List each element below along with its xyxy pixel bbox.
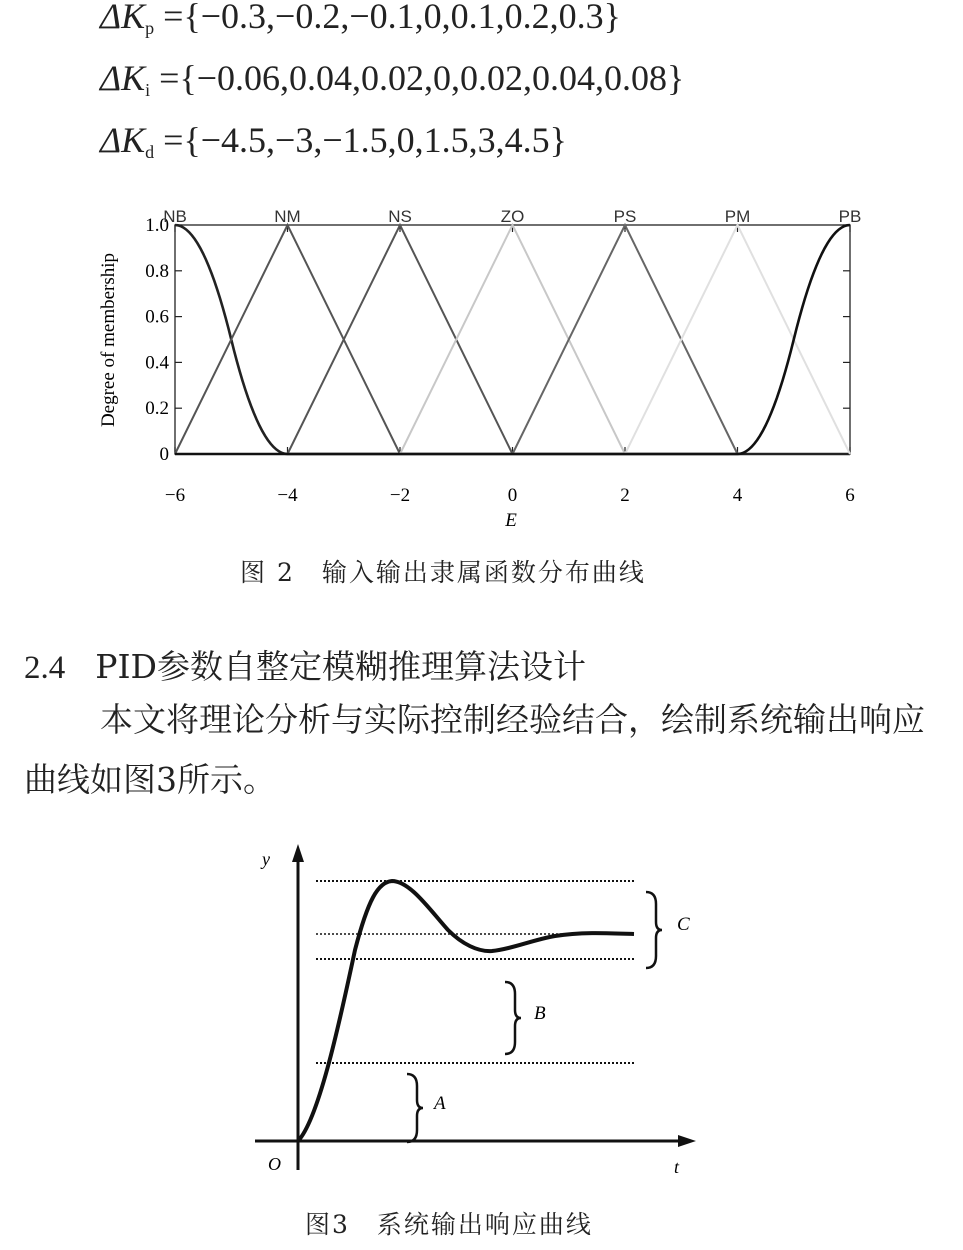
series-nb [175,225,850,454]
region-label-a: A [434,1093,446,1114]
series-pm [625,225,850,454]
equation-kd [100,120,567,172]
region-label-b: B [534,1003,546,1024]
equation-subscript: d [145,142,155,162]
membership-chart [0,190,963,540]
x-axis-arrow [678,1135,696,1147]
paragraph-text: 本文将理论分析与实际控制经验结合，绘制系统输出响应曲线如图3所示。 [24,700,925,799]
equation-symbol: ΔK [100,0,146,36]
response-diagram [0,830,963,1200]
x-tick-label: −4 [277,485,298,506]
region-label-c: C [677,914,690,935]
x-tick-label: −2 [389,485,411,506]
equation-symbol: ΔK [100,120,146,160]
series-ps [513,225,738,454]
x-tick-label: 4 [732,485,743,506]
equation-set: ={−4.5,−3,−1.5,0,1.5,3,4.5} [163,120,567,160]
equation-ki [100,58,684,110]
brace-c [646,892,662,968]
y-tick-label: 0.2 [145,398,169,420]
equation-set: ={−0.3,−0.2,−0.1,0,0.1,0.2,0.3} [163,0,621,36]
series-label-ns: NS [388,207,412,226]
series-label-pm: PM [724,207,751,226]
series-nm [175,225,400,454]
series-label-ps: PS [613,207,637,226]
y-axis-label: y [262,849,270,869]
section-title: PID参数自整定模糊推理算法设计 [95,647,586,686]
brace-b [505,982,521,1054]
series-label-zo: ZO [500,207,525,226]
y-axis-arrow [292,844,304,862]
origin-label: O [268,1154,281,1174]
equation-subscript: i [145,80,151,100]
figure2-caption: 图 2 输入输出隶属函数分布曲线 [240,558,646,587]
x-axis-label: E [505,510,517,531]
y-tick-label: 0.4 [145,352,169,374]
x-tick-label: −6 [164,485,186,506]
section-heading [24,641,586,688]
equation-subscript: p [145,18,155,38]
y-tick-label: 0.6 [145,306,169,328]
x-tick-label: 0 [507,485,518,506]
series-label-nm: NM [274,207,301,226]
section-number: 2.4 [24,650,66,686]
y-tick-label: 0.8 [145,260,169,282]
body-paragraph [24,690,939,810]
brace-a [407,1074,423,1142]
x-axis-label: t [674,1157,680,1177]
equation-symbol: ΔK [100,58,146,98]
x-tick-label: 2 [620,485,630,506]
y-tick-label: 1.0 [145,215,169,236]
plot-frame [175,225,850,454]
series-label-pb: PB [838,207,862,226]
equation-kp [100,0,621,48]
y-tick-label: 0 [159,444,169,465]
figure3-caption: 图3 系统输出响应曲线 [305,1210,593,1239]
response-curve [298,881,634,1141]
series-zo [400,225,625,454]
x-tick-label: 6 [845,485,855,506]
series-ns [288,225,513,454]
y-axis-label: Degree of membership [98,252,119,428]
equation-set: ={−0.06,0.04,0.02,0,0.02,0.04,0.08} [159,58,685,98]
series-pb [175,225,850,454]
series-label-nb: NB [163,207,187,226]
